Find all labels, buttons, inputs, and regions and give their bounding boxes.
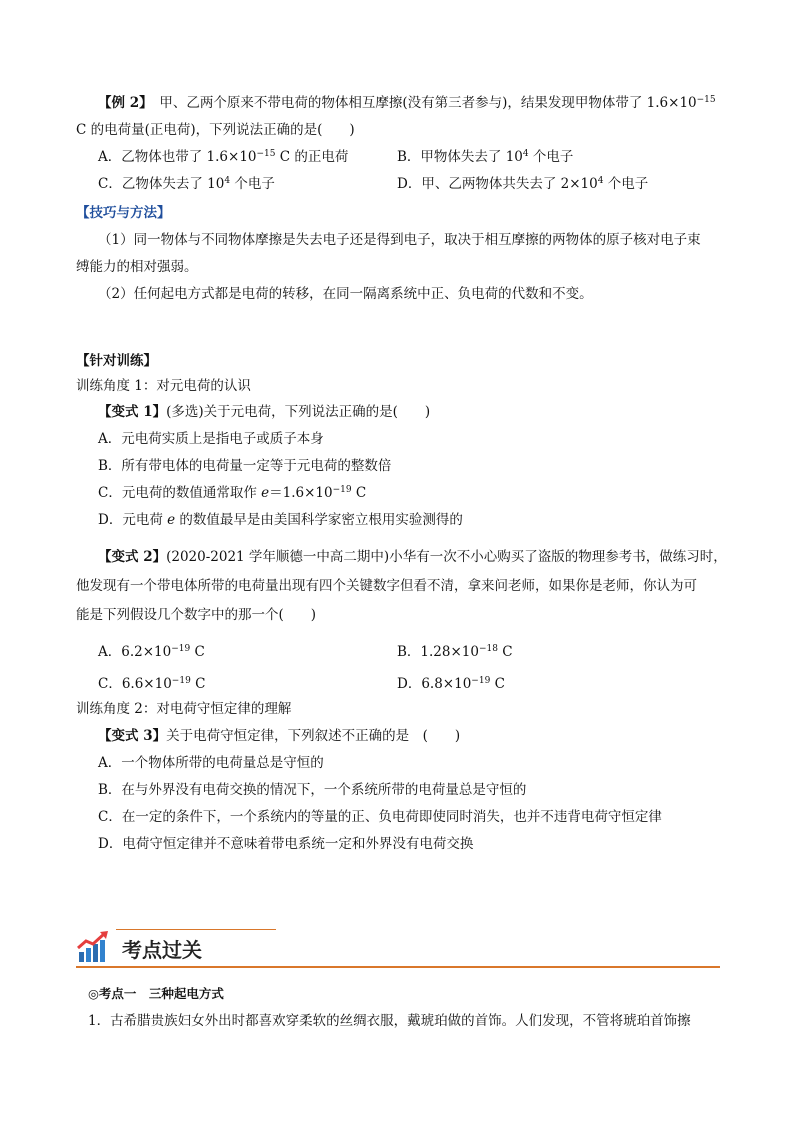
tips-heading: 【技巧与方法】 bbox=[76, 205, 171, 221]
variant-1-option-b: B．所有带电体的电荷量一定等于元电荷的整数倍 bbox=[98, 458, 392, 474]
tips-paragraph-2: （2）任何起电方式都是电荷的转移，在同一隔离系统中正、负电荷的代数和不变。 bbox=[98, 286, 593, 302]
example-2-option-c: C．乙物体失去了 $10^4$ 个电子 bbox=[98, 176, 275, 192]
variant-2-option-c: C．$6.6\times 10^{-19}$ C bbox=[98, 676, 206, 692]
variant-2-option-a: A．$6.2\times 10^{-19}$ C bbox=[98, 644, 205, 660]
question-1-stem: 1．古希腊贵族妇女外出时都喜欢穿柔软的丝绸衣服，戴琥珀做的首饰。人们发现，不管将琥珀首饰擦 bbox=[88, 1013, 691, 1029]
section-underline bbox=[76, 966, 720, 968]
variant-3-option-c: C．在一定的条件下，一个系统内的等量的正、负电荷即使同时消失，也并不违背电荷守恒定律 bbox=[98, 809, 662, 825]
variant-2-option-d: D．$6.8\times 10^{-19}$ C bbox=[397, 676, 505, 692]
example-2-option-b: B．甲物体失去了 $10^4$ 个电子 bbox=[397, 149, 574, 165]
chart-trend-icon bbox=[76, 930, 110, 964]
variant-1-option-a: A．元电荷实质上是指电子或质子本身 bbox=[98, 431, 324, 447]
variant-3-option-a: A．一个物体所带的电荷量总是守恒的 bbox=[98, 755, 324, 771]
exam-point-1-heading: ◎考点一 三种起电方式 bbox=[88, 986, 224, 1001]
tips-paragraph-1-line-2: 缚能力的相对强弱。 bbox=[76, 259, 198, 275]
variant-1-option-d: D．元电荷 e 的数值最早是由美国科学家密立根用实验测得的 bbox=[98, 512, 463, 528]
training-angle-1: 训练角度 1：对元电荷的认识 bbox=[76, 378, 251, 394]
example-2-tag: 【例 2】 bbox=[98, 95, 146, 111]
variant-3-stem: 【变式 3】关于电荷守恒定律，下列叙述不正确的是 ( ) bbox=[98, 728, 461, 744]
training-heading: 【针对训练】 bbox=[76, 353, 157, 369]
training-angle-2: 训练角度 2：对电荷守恒定律的理解 bbox=[76, 701, 292, 717]
variant-2-option-b: B．$1.28\times 10^{-18}$ C bbox=[397, 644, 513, 660]
variant-2-stem-line-2: 他发现有一个带电体所带的电荷量出现有四个关键数字但看不清，拿来问老师，如果你是老师，你认为可 bbox=[76, 578, 697, 594]
example-2-option-a: A．乙物体也带了 $1.6\times 10^{-15}$ C 的正电荷 bbox=[98, 149, 349, 165]
header-accent-line bbox=[116, 929, 276, 930]
variant-1-option-c: C．元电荷的数值通常取作 $e=1.6\times 10^{-19}$ C bbox=[98, 485, 367, 501]
variant-2-stem-line-3: 能是下列假设几个数字中的那一个( ) bbox=[76, 607, 317, 623]
variant-2-stem-line-1: 【变式 2】(2020-2021 学年顺德一中高二期中)小华有一次不小心购买了盗版的物理参考书，做练习时， bbox=[98, 549, 727, 565]
variant-1-stem: 【变式 1】(多选)关于元电荷，下列说法正确的是( ) bbox=[98, 404, 431, 420]
variant-3-option-b: B．在与外界没有电荷交换的情况下，一个系统所带的电荷量总是守恒的 bbox=[98, 782, 527, 798]
variant-2-tag: 【变式 2】 bbox=[98, 549, 167, 565]
variant-3-option-d: D．电荷守恒定律并不意味着带电系统一定和外界没有电荷交换 bbox=[98, 836, 474, 852]
section-header bbox=[76, 928, 720, 970]
variant-3-tag: 【变式 3】 bbox=[98, 728, 167, 744]
variant-1-tag: 【变式 1】 bbox=[98, 404, 167, 420]
example-2-stem-line-1: 【例 2】 甲、乙两个原来不带电荷的物体相互摩擦(没有第三者参与)，结果发现甲物体带了 $1.6\times 10^{-15}$ bbox=[98, 95, 716, 111]
section-title: 考点过关 bbox=[122, 938, 202, 962]
example-2-option-d: D．甲、乙两物体共失去了 $2\times 10^4$ 个电子 bbox=[397, 176, 649, 192]
example-2-stem-line-2: C 的电荷量(正电荷)，下列说法正确的是( ) bbox=[76, 122, 355, 138]
tips-paragraph-1-line-1: （1）同一物体与不同物体摩擦是失去电子还是得到电子，取决于相互摩擦的两物体的原子核对电子束 bbox=[98, 232, 701, 248]
